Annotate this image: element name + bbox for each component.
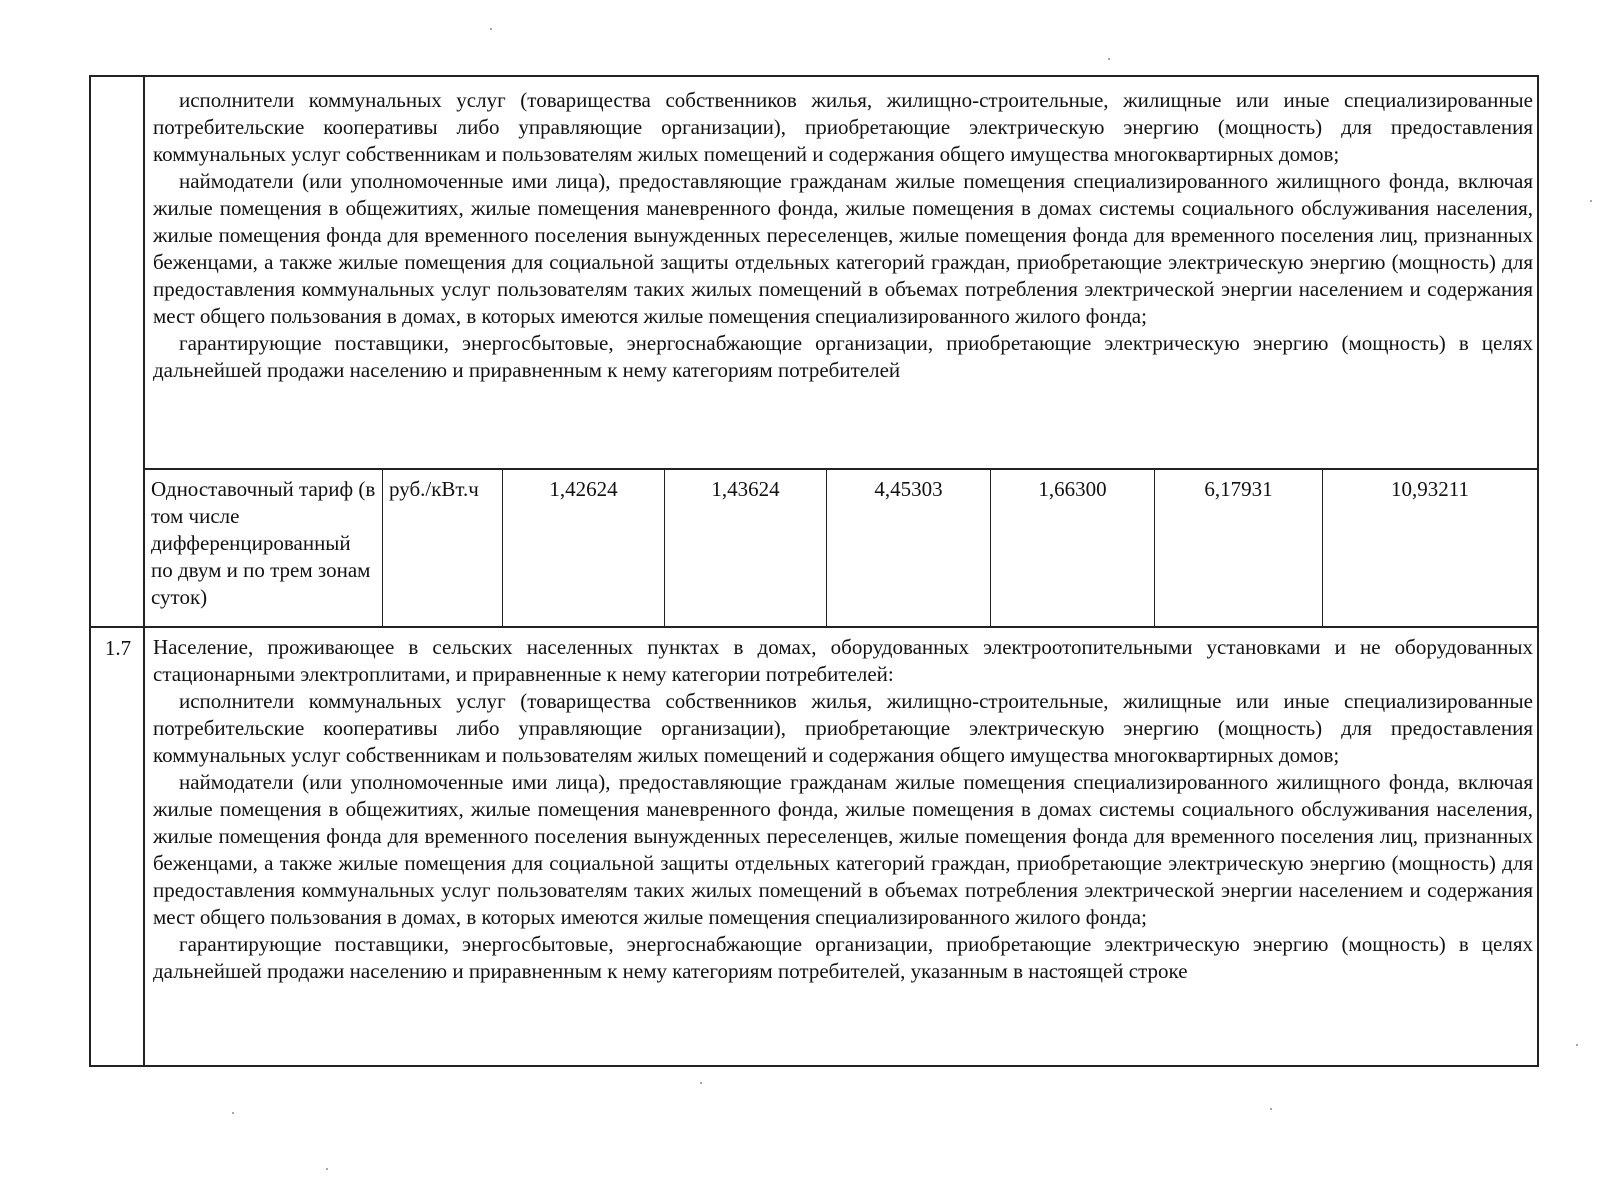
tariff-value-cell bbox=[503, 468, 665, 626]
scan-speck bbox=[700, 1082, 702, 1084]
paragraph-landlords: наймодатели (или уполномоченные ими лица), предоставляющие гражданам жилые помещения специализированного жилищного фонда, включая жилые помещения в общежитиях, жилые помещения маневренного фонда, жилые помещения в домах системы социального обслуживания населения, жилые помещения фонда для временного поселения вынужденных переселенцев, жилые помещения фонда для временного поселения лиц, признанных беженцами, а также жилые помещения для социальной защиты отдельных категорий граждан, приобретающие электрическую энергию (мощность) для предоставления коммунальных услуг пользователям таких жилых помещений в объемах потребления электрической энергии населением и содержания мест общего пользования в домах, в которых имеются жилые помещения специализированного жилого фонда; bbox=[153, 770, 1533, 929]
tariff-value: 1,66300 bbox=[1038, 477, 1107, 501]
tariff-value: 6,17931 bbox=[1204, 477, 1273, 501]
tariff-value-cell bbox=[1155, 468, 1323, 626]
tariff-value: 1,42624 bbox=[549, 477, 618, 501]
section-heading: Население, проживающее в сельских населенных пунктах в домах, оборудованных электроотопительными установками и не оборудованных стационарными электроплитами, и приравненные к нему категории потребителей: bbox=[153, 635, 1533, 686]
tariff-unit: руб./кВт.ч bbox=[389, 477, 479, 501]
row-number-column bbox=[91, 77, 145, 1065]
row-separator bbox=[91, 626, 1537, 628]
scan-speck bbox=[1108, 58, 1110, 60]
scan-speck bbox=[1270, 1108, 1272, 1110]
tariff-value-cell bbox=[1323, 468, 1537, 626]
tariff-unit-cell bbox=[383, 468, 503, 626]
scan-speck bbox=[1590, 200, 1592, 202]
tariff-value: 1,43624 bbox=[711, 477, 780, 501]
tariff-value-cell bbox=[665, 468, 827, 626]
tariff-row bbox=[145, 468, 1537, 626]
row-number: 1.7 bbox=[104, 636, 132, 660]
tariff-value-cell bbox=[991, 468, 1155, 626]
scan-speck bbox=[232, 1112, 234, 1114]
tariff-name-cell bbox=[145, 468, 383, 626]
tariff-value-cell bbox=[827, 468, 991, 626]
paragraph-suppliers: гарантирующие поставщики, энергосбытовые, энергоснабжающие организации, приобретающие электрическую энергию (мощность) в целях дальнейшей продажи населению и приравненным к нему категориям потребителей, указанным в настоящей строке bbox=[153, 932, 1533, 983]
section-1-7-text bbox=[153, 634, 1533, 985]
tariff-name: Одноставочный тариф (в том числе дифференцированный по двум и по трем зонам суток) bbox=[151, 477, 376, 609]
tariff-value: 10,93211 bbox=[1391, 477, 1469, 501]
section-text-continuation bbox=[153, 87, 1533, 384]
tariff-table bbox=[89, 75, 1539, 1067]
paragraph-suppliers: гарантирующие поставщики, энергосбытовые, энергоснабжающие организации, приобретающие электрическую энергию (мощность) в целях дальнейшей продажи населению и приравненным к нему категориям потребителей bbox=[153, 331, 1533, 382]
tariff-value: 4,45303 bbox=[874, 477, 943, 501]
paragraph-utility-providers: исполнители коммунальных услуг (товарищества собственников жилья, жилищно-строительные, жилищные или иные специализированные потребительские кооперативы либо управляющие организации), приобретающие электрическую энергию (мощность) для предоставления коммунальных услуг собственникам и пользователям жилых помещений и содержания общего имущества многоквартирных домов; bbox=[153, 88, 1533, 166]
paragraph-utility-providers: исполнители коммунальных услуг (товарищества собственников жилья, жилищно-строительные, жилищные или иные специализированные потребительские кооперативы либо управляющие организации), приобретающие электрическую энергию (мощность) для предоставления коммунальных услуг собственникам и пользователям жилых помещений и содержания общего имущества многоквартирных домов; bbox=[153, 689, 1533, 767]
paragraph-landlords: наймодатели (или уполномоченные ими лица), предоставляющие гражданам жилые помещения специализированного жилищного фонда, включая жилые помещения в общежитиях, жилые помещения маневренного фонда, жилые помещения в домах системы социального обслуживания населения, жилые помещения фонда для временного поселения вынужденных переселенцев, жилые помещения фонда для временного поселения лиц, признанных беженцами, а также жилые помещения для социальной защиты отдельных категорий граждан, приобретающие электрическую энергию (мощность) для предоставления коммунальных услуг пользователям таких жилых помещений в объемах потребления электрической энергии населением и содержания мест общего пользования в домах, в которых имеются жилые помещения специализированного жилого фонда; bbox=[153, 169, 1533, 328]
scan-speck bbox=[1576, 1044, 1578, 1046]
scan-speck bbox=[490, 28, 492, 30]
scan-speck bbox=[326, 1168, 328, 1170]
